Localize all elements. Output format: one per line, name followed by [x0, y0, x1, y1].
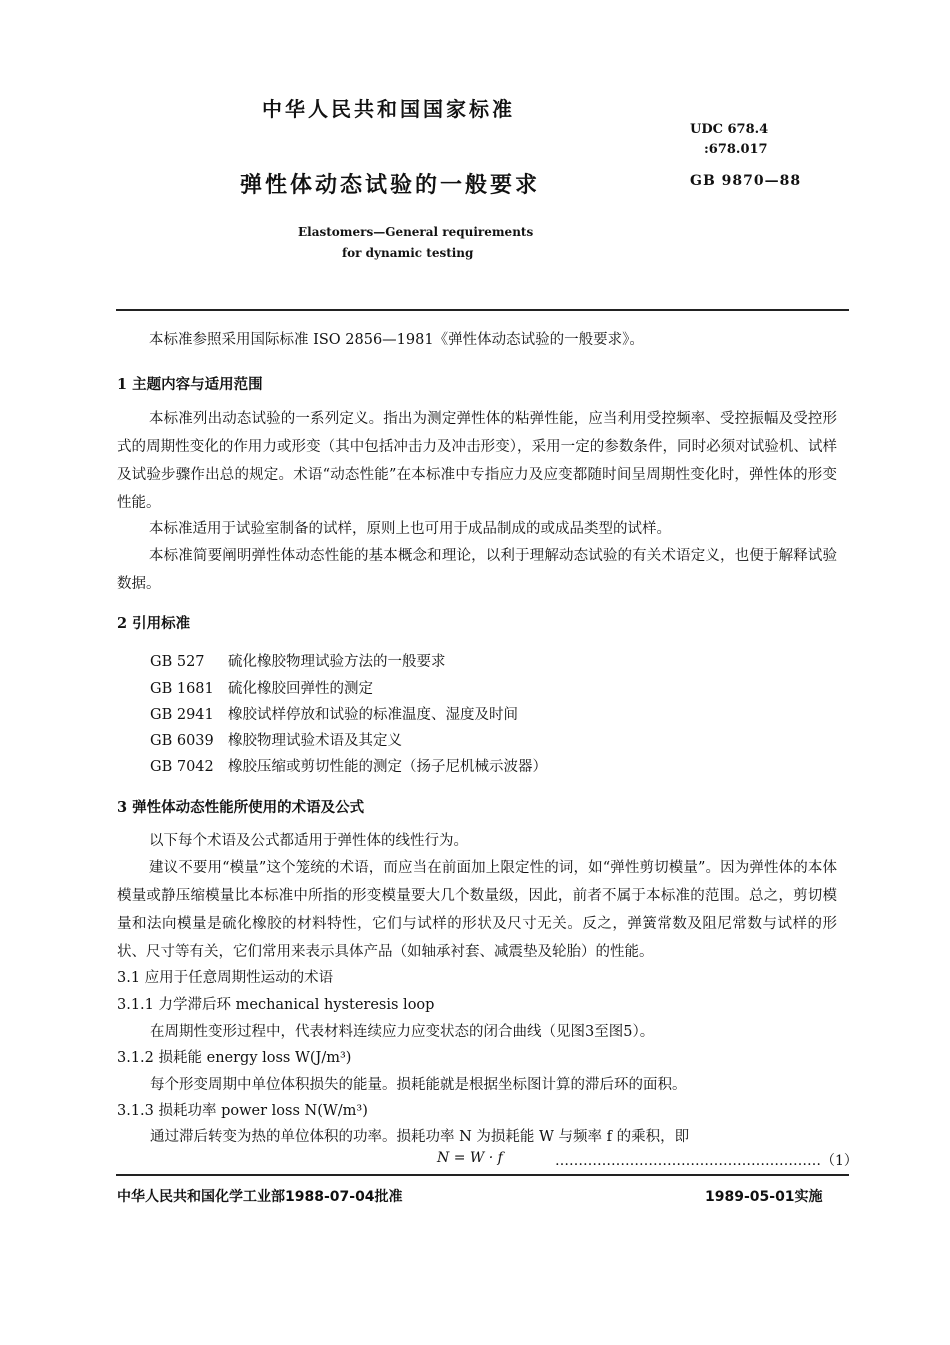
reference-code: GB 2941 [150, 707, 214, 723]
reference-title: 硫化橡胶物理试验方法的一般要求 [228, 654, 446, 670]
term-3-1-3-definition: 通过滞后转变为热的单位体积的功率。损耗功率 N 为损耗能 W 与频率 f 的乘积，即 [150, 1129, 690, 1145]
document-title-cn: 弹性体动态试验的一般要求 [240, 173, 541, 198]
section-3-heading: 3 弹性体动态性能所使用的术语及公式 [117, 799, 365, 816]
udc-line-2: :678.017 [704, 142, 768, 157]
section-1-paragraph-3: 本标准简要阐明弹性体动态性能的基本概念和理论，以利于理解动态试验的有关术语定义，也便于解释试验数据。 [117, 548, 837, 592]
section-3-paragraph-1: 以下每个术语及公式都适用于弹性体的线性行为。 [149, 833, 468, 849]
header-divider [116, 309, 849, 311]
section-3-paragraph-2: 建议不要用“模量”这个笼统的术语，而应当在前面加上限定性的词，如“弹性剪切模量”。因为弹性体的本体模量或静压缩模量比本标准中所指的形变模量要大几个数量级，因此，前者不属于本标准的范围。总之，剪切模量和法向模量是硫化橡胶的材料特性，它们与试样的形状及尺寸无关。反之，弹簧常数及阻尼常数与试样的形状、尺寸等有关，它们常用来表示具体产品（如轴承衬套、减震垫及轮胎）的性能。 [117, 860, 837, 960]
document-title-en-line-1: Elastomers—General requirements [298, 225, 534, 239]
standard-type-heading: 中华人民共和国国家标准 [262, 97, 515, 121]
udc-code [690, 120, 768, 160]
reference-title: 橡胶物理试验术语及其定义 [228, 733, 402, 749]
intro-paragraph: 本标准参照采用国际标准 ISO 2856—1981《弹性体动态试验的一般要求》。 [149, 332, 644, 348]
term-3-1-2-definition: 每个形变周期中单位体积损失的能量。损耗能就是根据坐标图计算的滞后环的面积。 [150, 1077, 687, 1093]
reference-item [150, 729, 402, 750]
formula-1: N = W · f [437, 1150, 503, 1166]
term-3-1-2-heading: 3.1.2 损耗能 energy loss W(J/m³) [117, 1050, 352, 1066]
reference-title: 橡胶压缩或剪切性能的测定（扬子尼机械示波器） [228, 759, 547, 775]
term-3-1-1-definition: 在周期性变形过程中，代表材料连续应力应变状态的闭合曲线（见图3至图5）。 [150, 1024, 655, 1040]
reference-code: GB 1681 [150, 681, 214, 697]
reference-item [150, 677, 373, 698]
approval-statement: 中华人民共和国化学工业部1988-07-04批准 [117, 1189, 403, 1205]
subsection-3-1-heading: 3.1 应用于任意周期性运动的术语 [117, 970, 334, 986]
footer-divider [116, 1174, 849, 1176]
document-title-en-line-2: for dynamic testing [342, 246, 474, 260]
section-1-heading: 1 主题内容与适用范围 [117, 376, 263, 393]
gb-code: GB 9870—88 [690, 173, 802, 189]
section-2-heading: 2 引用标准 [117, 615, 191, 632]
formula-1-number: …………………………………………………（1） [555, 1153, 858, 1169]
reference-code: GB 6039 [150, 733, 214, 749]
effective-date: 1989-05-01实施 [705, 1189, 823, 1205]
reference-code: GB 527 [150, 654, 205, 670]
term-3-1-1-heading: 3.1.1 力学滞后环 mechanical hysteresis loop [117, 997, 435, 1013]
reference-item [150, 650, 446, 671]
section-1-paragraph-2: 本标准适用于试验室制备的试样，原则上也可用于成品制成的或成品类型的试样。 [149, 521, 671, 537]
term-3-1-3-heading: 3.1.3 损耗功率 power loss N(W/m³) [117, 1103, 368, 1119]
reference-title: 橡胶试样停放和试验的标准温度、湿度及时间 [228, 707, 518, 723]
reference-item [150, 703, 518, 724]
reference-code: GB 7042 [150, 759, 214, 775]
section-1-paragraph-1: 本标准列出动态试验的一系列定义。指出为测定弹性体的粘弹性能，应当利用受控频率、受控振幅及受控形式的周期性变化的作用力或形变（其中包括冲击力及冲击形变），采用一定的参数条件，同时必须对试验机、试样及试验步骤作出总的规定。术语“动态性能”在本标准中专指应力及应变都随时间呈周期性变化时，弹性体的形变性能。 [117, 411, 837, 511]
reference-item [150, 755, 547, 776]
reference-title: 硫化橡胶回弹性的测定 [228, 681, 373, 697]
udc-line-1: UDC 678.4 [690, 122, 769, 137]
